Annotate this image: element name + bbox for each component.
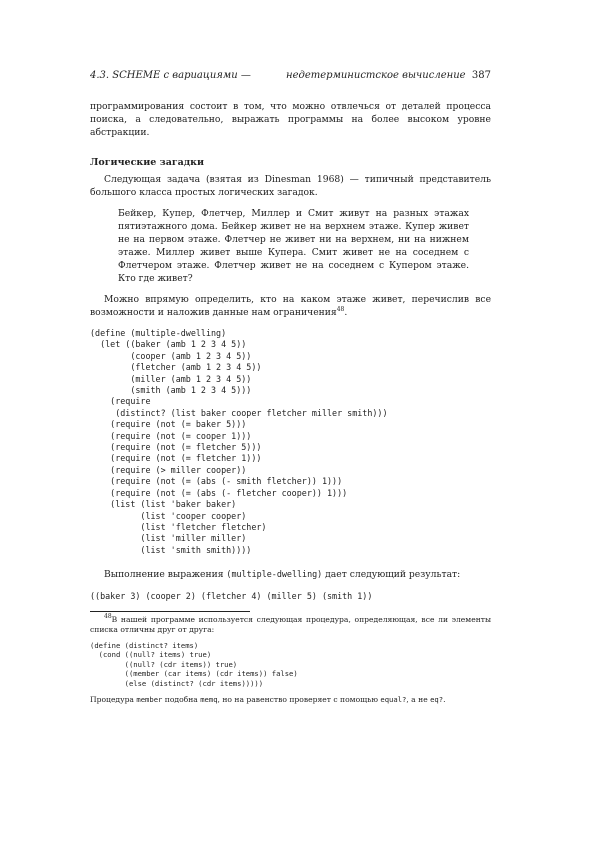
result-paragraph	[90, 568, 491, 581]
footnote-tail-text-2: подобна	[162, 694, 201, 704]
footnote-number: 48	[104, 612, 112, 620]
footnote-code-equal: equal?	[380, 694, 407, 704]
puzzle-intro-paragraph: Следующая задача (взятая из Dinesman 1968) — типичный представитель большого класса простых логических загадок.	[90, 174, 491, 198]
code-result: ((baker 3) (cooper 2) (fletcher 4) (miller 5) (smith 1))	[90, 591, 373, 602]
code-multiple-dwelling: (define (multiple-dwelling) (let ((baker (amb 1 2 3 4 5)) (cooper (amb 1 2 3 4 5)) (fletcher (amb 1 2 3 4 5)) (miller (amb 1 2 3 4 5)) (smith (amb 1 2 3 4 5))) (require (distinct? (list baker cooper fletcher miller smith))) (require (not (= baker 5))) (require (not (= cooper 1))) (require (not (= fletcher 5))) (require (not (= fletcher 1))) (require (> miller cooper)) (require (not (= (abs (- smith fletcher)) 1))) (require (not (= (abs (- fletcher cooper)) 1))) (list (list 'baker baker) (list 'cooper cooper) (list 'fletcher fletcher) (list 'miller miller) (list 'smith smith))))	[90, 328, 388, 555]
footnote-code-member: member	[136, 694, 163, 704]
page-number: 387	[471, 70, 491, 81]
section-title: Логические загадки	[90, 157, 205, 168]
footnote-code-memq: memq	[200, 694, 218, 704]
approach-paragraph: Можно впрямую определить, кто на каком этаже живет, перечислив все возможности и наложив данные нам ограничения$^{48}$.	[90, 294, 491, 318]
footnote-text-paragraph	[90, 612, 491, 635]
result-text-before: Выполнение выражения	[104, 569, 227, 581]
header-subtitle: недетерминистское вычисление	[286, 70, 466, 81]
page	[90, 70, 491, 705]
footnote-code-eq: eq?	[430, 694, 444, 704]
result-inline-code: (multiple-dwelling)	[226, 569, 323, 580]
footnote-tail-text-4: , а не	[406, 694, 431, 704]
code-distinct: (define (distinct? items) (cond ((null? items) true) ((null? (cdr items)) true) ((member (car items) (cdr items)) false) (else (distinct? (cdr items)))))	[90, 640, 298, 688]
footnote-tail-text-3: , но на равенство проверяет с помощью	[217, 694, 381, 704]
header-section: 4.3. SCHEME с вариациями —	[90, 70, 251, 81]
footnote	[90, 612, 491, 705]
footnote-tail-text-5: .	[443, 694, 446, 704]
footnote-ref: 48	[336, 306, 345, 313]
footnote-tail-text-1: Процедура	[90, 694, 137, 704]
footnote-text: В нашей программе используется следующая процедура, определяющая, все ли элементы списка отличны друг от друга:	[90, 614, 491, 634]
footnote-tail	[90, 695, 491, 705]
intro-paragraph: программирования состоит в том, что можно отвлечься от деталей процесса поиска, а следовательно, выражать программы на более высоком уровне абстракции.	[90, 101, 491, 138]
approach-text: Можно впрямую определить, кто на каком этаже живет, перечислив все возможности и наложив данные нам ограничения	[90, 294, 491, 318]
running-header	[90, 70, 491, 86]
result-text-after: дает следующий результат:	[322, 569, 461, 581]
puzzle-quote: Бейкер, Купер, Флетчер, Миллер и Смит живут на разных этажах пятиэтажного дома. Бейкер живет не на верхнем этаже. Купер живет не на первом этаже. Флетчер не живет ни на верхнем, ни на нижнем этаже. Миллер живет выше Купера. Смит живет не на соседнем с Флетчером этаже. Флетчер живет не на соседнем с Купером этаже. Кто где живет?	[118, 208, 469, 284]
